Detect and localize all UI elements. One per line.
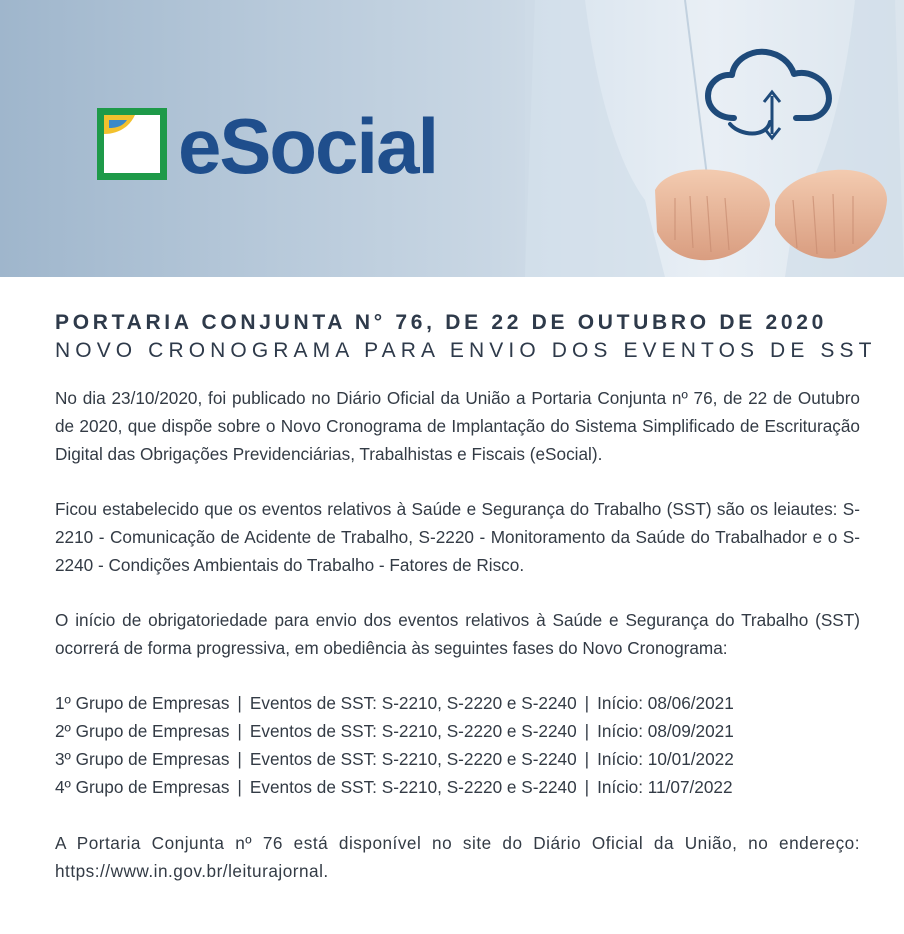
phase-separator: | (237, 721, 242, 741)
phase-row (55, 717, 860, 745)
phase-row (55, 773, 860, 801)
phase-separator: | (584, 749, 590, 769)
phase-separator: | (237, 749, 242, 769)
esocial-logo-text: eSocial (178, 102, 438, 190)
page-title: PORTARIA CONJUNTA N° 76, DE 22 DE OUTUBRO DE 2020 (55, 311, 827, 334)
phase-start: Início: 11/07/2022 (597, 777, 733, 797)
esocial-logo (95, 102, 438, 190)
cloud-sync-icon (700, 44, 840, 148)
phase-events: Eventos de SST: S-2210, S-2220 e S-2240 (249, 693, 577, 713)
phase-separator: | (237, 777, 242, 797)
phase-group: 3º Grupo de Empresas (55, 749, 230, 769)
phase-events: Eventos de SST: S-2210, S-2220 e S-2240 (249, 749, 577, 769)
paragraph-publication: No dia 23/10/2020, foi publicado no Diário Oficial da União a Portaria Conjunta nº 76, de 22 de Outubro de 2020, que dispõe sobre o Novo Cronograma de Implantação do Sistema Simplificado de Escrituração Digital das Obrigações Previdenciárias, Trabalhistas e Fiscais (eSocial). (55, 388, 860, 464)
page-subtitle: NOVO CRONOGRAMA PARA ENVIO DOS EVENTOS DE SST (55, 339, 877, 362)
closing-paragraph: A Portaria Conjunta nº 76 está disponível no site do Diário Oficial da União, no endereço: https://www.in.gov.br/leiturajornal. (55, 833, 860, 881)
phase-start: Início: 08/09/2021 (597, 721, 734, 741)
document-body (55, 308, 877, 885)
phase-group: 2º Grupo de Empresas (55, 721, 230, 741)
phase-separator: | (584, 721, 590, 741)
phase-events: Eventos de SST: S-2210, S-2220 e S-2240 (249, 721, 577, 741)
phase-start: Início: 10/01/2022 (597, 749, 734, 769)
phase-row (55, 689, 860, 717)
phase-group: 1º Grupo de Empresas (55, 693, 230, 713)
paragraph-events: Ficou estabelecido que os eventos relativos à Saúde e Segurança do Trabalho (SST) são os leiautes: S-2210 - Comunicação de Acidente de Trabalho, S-2220 - Monitoramento da Saúde do Trabalhador e o S-2240 - Condições Ambientais do Trabalho - Fatores de Risco. (55, 499, 860, 575)
phase-separator: | (584, 693, 590, 713)
header-banner (0, 0, 904, 277)
phase-start: Início: 08/06/2021 (597, 693, 734, 713)
phase-separator: | (237, 693, 242, 713)
phase-events: Eventos de SST: S-2210, S-2220 e S-2240 (249, 777, 577, 797)
paragraph-schedule: O início de obrigatoriedade para envio dos eventos relativos à Saúde e Segurança do Trabalho (SST) ocorrerá de forma progressiva, em obediência às seguintes fases do Novo Cronograma: (55, 610, 860, 658)
phase-group: 4º Grupo de Empresas (55, 777, 230, 797)
phase-row (55, 745, 860, 773)
esocial-logo-icon (95, 104, 171, 184)
phase-separator: | (584, 777, 590, 797)
phase-list (55, 689, 860, 801)
